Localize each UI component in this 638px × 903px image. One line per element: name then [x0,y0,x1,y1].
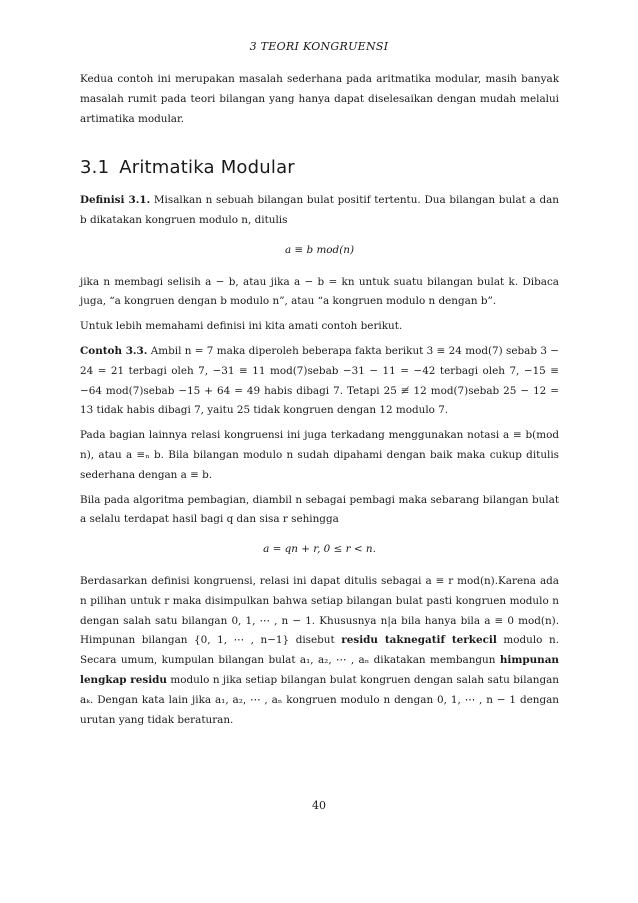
lead-in-paragraph: Untuk lebih memahami definisi ini kita amati contoh berikut. [80,320,403,333]
residue-text-3: modulo n jika setiap bilangan bulat kongruen dengan salah satu bilangan aₖ. Dengan kata lain jika a₁, a₂, ⋯ , aₙ kongruen modulo n dengan 0, 1, ⋯ , n − 1 dengan urutan yang tidak beraturan. [80,673,559,726]
example-text: Ambil n = 7 maka diperoleh beberapa fakta berikut 3 ≡ 24 mod(7) sebab 3 − 24 = 21 terbagi oleh 7, −31 ≡ 11 mod(7)sebab −31 − 11 = −42 terbagi oleh 7, −15 ≡ −64 mod(7)sebab −15 + 64 = 49 habis dibagi 7. Tetapi 25 ≢ 12 mod(7)sebab 25 − 12 = 13 tidak habis dibagi 7, yaitu 25 tidak kongruen dengan 12 modulo 7. [80,344,559,417]
section-title: Aritmatika Modular [119,157,295,179]
division-paragraph: Bila pada algoritma pembagian, diambil n sebagai pembagi maka sebarang bilangan bulat a selalu terdapat hasil bagi q dan sisa r sehingga [80,493,559,526]
definition-paragraph [80,191,559,231]
example-paragraph [80,342,559,421]
residue-term-complete: himpunan lengkap residu [80,654,559,686]
section-number: 3.1 [80,157,110,179]
notation-paragraph: Pada bagian lainnya relasi kongruensi ini juga terkadang menggunakan notasi a ≡ b(mod n), atau a ≡ₙ b. Bila bilangan modulo n sudah dipahami dengan baik maka cukup ditulis sederhana dengan a ≡ b. [80,429,559,481]
section-heading [80,158,559,178]
residue-text-1: Berdasarkan definisi kongruensi, relasi ini dapat ditulis sebagai a ≡ r mod(n).Karena ada n pilihan untuk r maka disimpulkan bahwa setiap bilangan bulat pasti kongruen modulo n dengan salah satu bilangan 0, 1, ⋯ , n − 1. Khususnya n|a bila hanya bila a ≡ 0 mod(n). Himpunan bilangan {0, 1, ⋯ , n−1} disebut [80,574,559,647]
definition-continuation: jika n membagi selisih a − b, atau jika a − b = kn untuk suatu bilangan bulat k. Dibaca juga, “a kongruen dengan b modulo n”, atau “a kongruen modulo n dengan b”. [80,275,559,308]
division-formula: a = qn + r, 0 ≤ r < n. [263,543,376,556]
residue-term-least: residu taknegatif terkecil [341,634,497,647]
residue-paragraph [80,572,559,730]
residue-text-2: modulo n. Secara umum, kumpulan bilangan bulat a₁, a₂, ⋯ , aₙ dikatakan membangun [80,634,559,667]
running-header: 3 TEORI KONGRUENSI [249,40,389,53]
congruence-formula: a ≡ b mod(n) [284,243,355,256]
page-number: 40 [312,799,326,812]
definition-label: Definisi 3.1. [80,194,151,207]
definition-text: Misalkan n sebuah bilangan bulat positif tertentu. Dua bilangan bulat a dan b dikatakan kongruen modulo n, ditulis [80,194,559,226]
intro-paragraph: Kedua contoh ini merupakan masalah sederhana pada aritmatika modular, masih banyak masalah rumit pada teori bilangan yang hanya dapat diselesaikan dengan mudah melalui artimatika modular. [80,73,559,125]
page-body [80,70,559,735]
example-label: Contoh 3.3. [80,344,148,357]
